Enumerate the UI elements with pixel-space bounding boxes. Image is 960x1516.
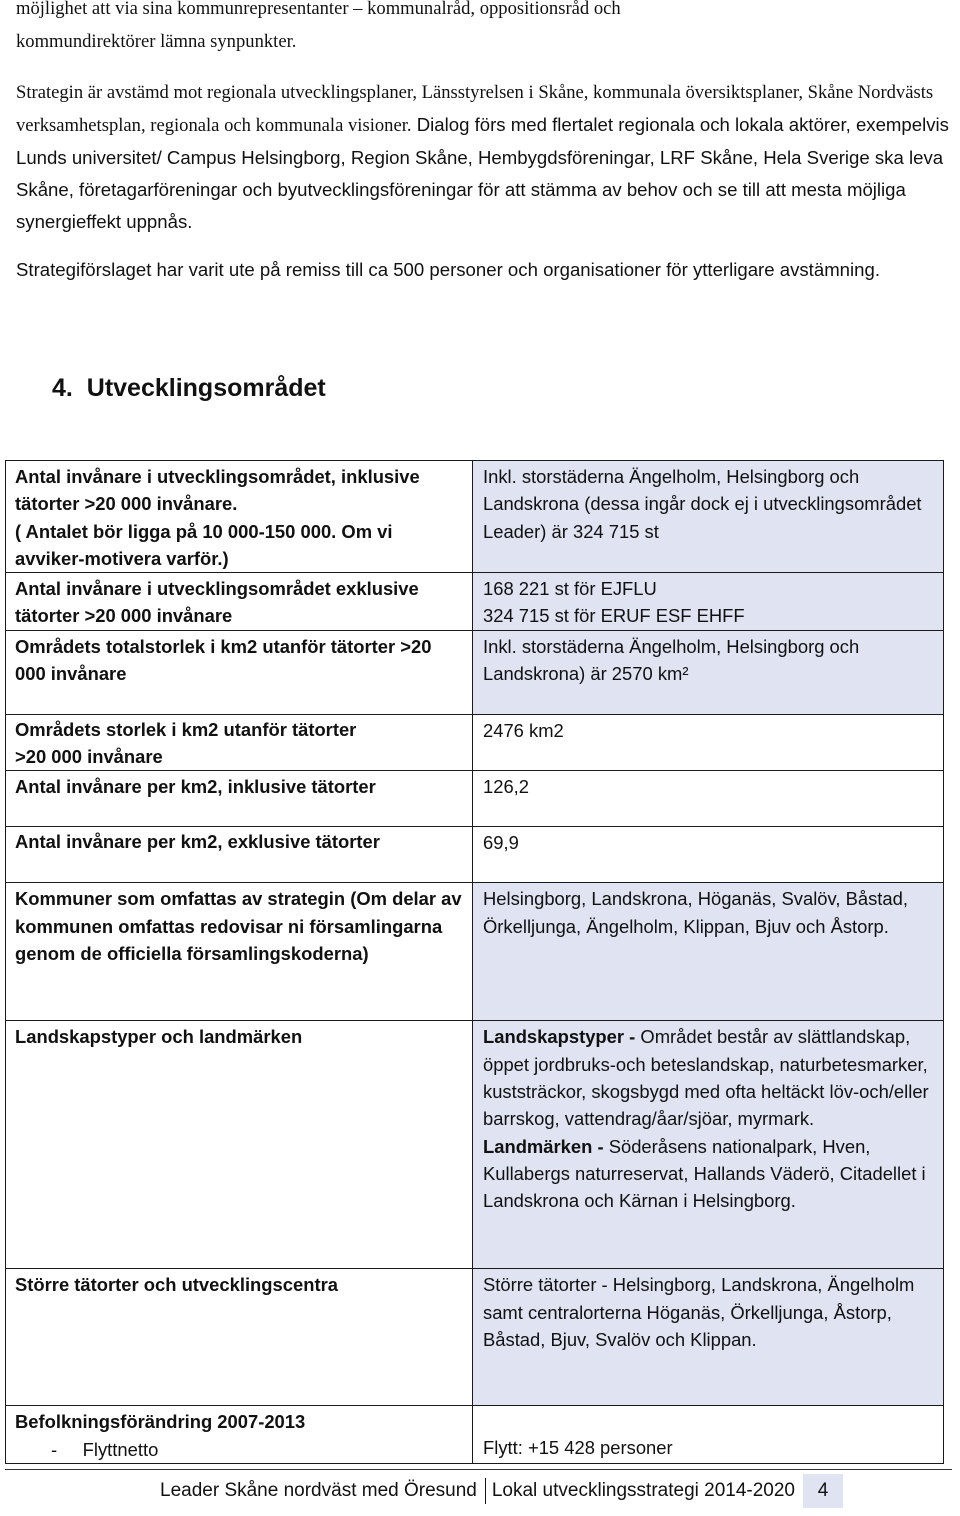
row-label-area: Områdets storlek i km2 utanför tätorter >20 000 invånare (6, 714, 473, 771)
area-facts-table (5, 460, 944, 1464)
row-label-centres: Större tätorter och utvecklingscentra (6, 1269, 473, 1406)
section-title: Utvecklingsområdet (86, 374, 326, 402)
row-label-landscape: Landskapstyper och landmärken (6, 1021, 473, 1269)
footer-separator (485, 1478, 486, 1504)
intro-line-2: kommundirektörer lämna synpunkter. (16, 31, 297, 52)
table-row (6, 714, 944, 771)
footer-divider (5, 1469, 952, 1470)
row-label-total-area: Områdets totalstorlek i km2 utanför tätorter >20 000 invånare (6, 630, 473, 714)
row-value-inhabitants-incl: Inkl. storstäderna Ängelholm, Helsingborg och Landskrona (dessa ingår dock ej i utvecklingsområdet Leader) är 324 715 st (473, 461, 944, 573)
table-row (6, 630, 944, 714)
row-value-municipalities: Helsingborg, Landskrona, Höganäs, Svalöv, Båstad, Örkelljunga, Ängelholm, Klippan, Bjuv och Åstorp. (473, 883, 944, 1021)
table-row (6, 827, 944, 883)
page-number: 4 (803, 1474, 843, 1508)
footer-left-text: Leader Skåne nordväst med Öresund (160, 1480, 477, 1501)
row-label-inhabitants-excl: Antal invånare i utvecklingsområdet exklusive tätorter >20 000 invånare (6, 573, 473, 631)
row-label-population-change: Befolkningsförändring 2007-2013 - Flyttnetto (6, 1406, 473, 1464)
row-value-landscape: Landskapstyper - Området består av slättlandskap, öppet jordbruks-och beteslandskap, naturbetesmarker, kuststräckor, skogsbygd med ofta heltäckt löv-och/eller barrskog, vattendrag/åar/sjöar, myrmark. Landmärken - Söderåsens nationalpark, Hven, Kullabergs naturreservat, Hallands Väderö, Citadellet i Landskrona och Kärnan i Helsingborg. (473, 1021, 944, 1269)
table-row (6, 1406, 944, 1464)
row-value-density-incl: 126,2 (473, 771, 944, 827)
page-footer (160, 1474, 843, 1508)
section-heading (52, 370, 326, 406)
table-row (6, 1021, 944, 1269)
row-label-municipalities: Kommuner som omfattas av strategin (Om delar av kommunen omfattas redovisar ni församlingarna genom de officiella församlingskoderna) (6, 883, 473, 1021)
table-row (6, 771, 944, 827)
strategy-text-a: Strategin är avstämd mot regionala utvecklingsplaner, Länsstyrelsen i Skåne, kommunala översiktsplaner, Skåne Nordvästs verksamhetsplan, regionala och kommunala visioner. (16, 82, 934, 136)
table-row (6, 573, 944, 631)
section-number: 4. (52, 374, 73, 402)
row-value-density-excl: 69,9 (473, 827, 944, 883)
table-row (6, 1269, 944, 1406)
intro-line-1: möjlighet att via sina kommunrepresentanter – kommunalråd, oppositionsråd och (16, 0, 621, 19)
row-value-area: 2476 km2 (473, 714, 944, 771)
row-label-density-excl: Antal invånare per km2, exklusive tätorter (6, 827, 473, 883)
table-row (6, 883, 944, 1021)
row-value-inhabitants-excl: 168 221 st för EJFLU 324 715 st för ERUF ESF EHFF (473, 573, 944, 631)
table-row (6, 461, 944, 573)
strategy-text-b: Dialog förs med flertalet regionala och lokala aktörer, exempelvis Lunds universitet/ Campus Helsingborg, Region Skåne, Hembygdsföreningar, LRF Skåne, Hela Sverige ska leva Skåne, företagarföreningar och byutvecklingsföreningar för att stämma av behov och se till att mesta möjliga synergieffekt uppnås. (16, 114, 949, 232)
row-value-centres: Större tätorter - Helsingborg, Landskrona, Ängelholm samt centralorterna Höganäs, Örkelljunga, Åstorp, Båstad, Bjuv, Svalöv och Klippan. (473, 1269, 944, 1406)
row-label-density-incl: Antal invånare per km2, inklusive tätorter (6, 771, 473, 827)
row-value-total-area: Inkl. storstäderna Ängelholm, Helsingborg och Landskrona) är 2570 km² (473, 630, 944, 714)
row-label-inhabitants-incl: Antal invånare i utvecklingsområdet, inklusive tätorter >20 000 invånare. ( Antalet bör ligga på 10 000-150 000. Om vi avviker-motivera varför.) (6, 461, 473, 573)
footer-right-text: Lokal utvecklingsstrategi 2014-2020 (491, 1480, 795, 1501)
strategy-paragraph (16, 76, 952, 238)
intro-paragraph-continued (16, 0, 952, 58)
row-value-population-change: Flytt: +15 428 personer (473, 1406, 944, 1464)
remiss-paragraph: Strategiförslaget har varit ute på remiss till ca 500 personer och organisationer för ytterligare avstämning. (16, 259, 881, 280)
